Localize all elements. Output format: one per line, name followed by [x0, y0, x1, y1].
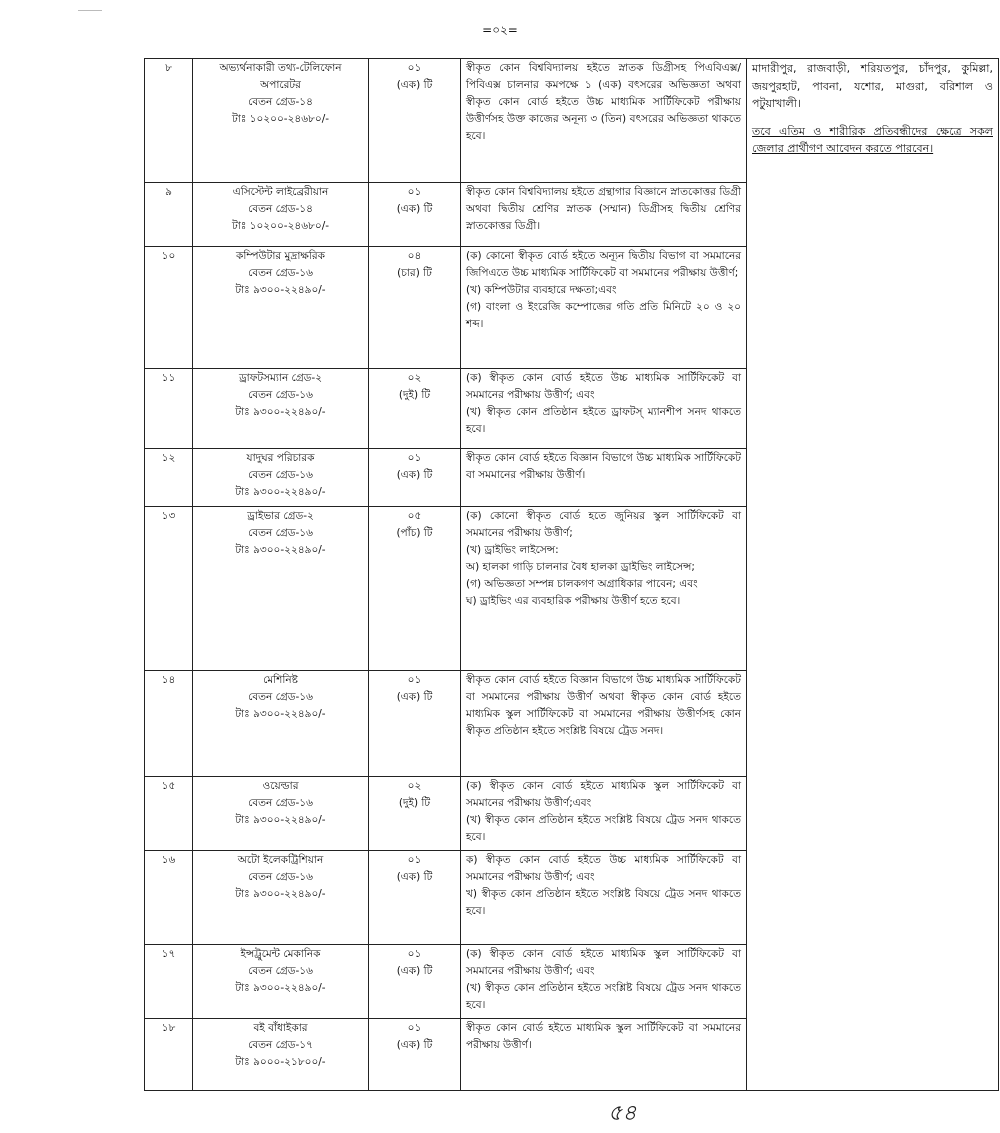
district-note: তবে এতিম ও শারীরিক প্রতিবন্ধীদের ক্ষেত্রে সকল জেলার প্রার্থীগণ আবেদন করতে পারবেন।	[752, 124, 993, 156]
serial-cell: ৯	[145, 183, 193, 247]
qualification-line: ঘ) ড্রাইভিং এর ব্যবহারিক পরীক্ষায় উত্তীর্ণ হতে হবে।	[466, 595, 681, 607]
count-cell	[369, 945, 461, 1019]
count-cell	[369, 59, 461, 183]
post-line: বেতন গ্রেড-১৬	[248, 691, 313, 703]
post-line: টাঃ ৯০০০-২১৮০০/-	[235, 1056, 326, 1068]
serial-cell: ১০	[145, 247, 193, 369]
count-line: (এক) টি	[396, 469, 433, 481]
post-line: যাদুঘর পরিচারক	[246, 452, 315, 464]
qualification-cell	[461, 369, 747, 449]
serial-cell: ১৩	[145, 507, 193, 671]
qualification-line: খ) স্বীকৃত কোন প্রতিষ্ঠান হইতে সংশ্লিষ্ট বিষয়ে ট্রেড সনদ থাকতে হবে।	[466, 888, 741, 917]
qualification-line: স্বীকৃত কোন বোর্ড হইতে বিজ্ঞান বিভাগে উচ্চ মাধ্যমিক সার্টিফিকেট বা সমমানের পরীক্ষায় উত্তীর্ণ।	[466, 452, 741, 481]
qualification-line: (খ) স্বীকৃত কোন প্রতিষ্ঠান হইতে সংশ্লিষ্ট বিষয়ে ট্রেড সনদ থাকতে হবে।	[466, 814, 741, 843]
qualification-cell	[461, 851, 747, 945]
qualification-cell	[461, 183, 747, 247]
count-line: ০১	[407, 1022, 422, 1034]
post-line: ড্রাইভার গ্রেড-২	[247, 510, 314, 522]
post-line: অভ্যর্থনাকারী তথ্য-টেলিফোন	[219, 62, 342, 74]
count-line: ০২	[407, 372, 422, 384]
qualification-line: স্বীকৃত কোন বোর্ড হইতে বিজ্ঞান বিভাগে উচ্চ মাধ্যমিক সার্টিফিকেট বা সমমানের পরীক্ষায় উত্তীর্ণ অথবা স্বীকৃত কোন বোর্ড হইতে মাধ্যমিক স্কুল সার্টিফিকেট বা সমমানের পরীক্ষায় উত্তীর্ণসহ কোন স্বীকৃত প্রতিষ্ঠান হইতে সংশ্লিষ্ট বিষয়ে ট্রেড সনদ।	[466, 674, 741, 737]
serial-cell: ১২	[145, 449, 193, 507]
post-line: ইন্সট্রুমেন্ট মেকানিক	[240, 948, 321, 960]
count-line: ০১	[407, 674, 422, 686]
count-line: (দুই) টি	[398, 797, 431, 809]
serial-cell: ১৪	[145, 671, 193, 777]
qualification-cell	[461, 945, 747, 1019]
count-line: ০১	[407, 186, 422, 198]
count-cell	[369, 777, 461, 851]
post-cell	[193, 183, 369, 247]
post-line: বেতন গ্রেড-১৬	[248, 267, 313, 279]
count-cell	[369, 851, 461, 945]
count-line: ০১	[407, 948, 422, 960]
qualification-line: স্বীকৃত কোন বিশ্ববিদ্যালয় হইতে স্নাতক ডিগ্রীসহ পিএবিএক্স/পিবিএক্স চালনার কমপক্ষে ১ (এক) বৎসরের অভিজ্ঞতা অথবা স্বীকৃত কোন বোর্ড হইতে উচ্চ মাধ্যমিক সার্টিফিকেট পরীক্ষায় উত্তীর্ণসহ উক্ত কাজের অনূন্য ৩ (তিন) বৎসরের অভিজ্ঞতা থাকতে হবে।	[466, 62, 741, 142]
post-line: এসিস্টেন্ট লাইব্রেরীয়ান	[232, 186, 329, 198]
qualification-line: (ক) কোনো স্বীকৃত বোর্ড হতে জুনিয়র স্কুল সার্টিফিকেট বা সমমানের পরীক্ষায় উত্তীর্ণ;	[466, 510, 741, 539]
post-cell	[193, 369, 369, 449]
serial-cell: ১৬	[145, 851, 193, 945]
serial-cell: ১৫	[145, 777, 193, 851]
post-line: বেতন গ্রেড-১৬	[248, 871, 313, 883]
post-line: অটো ইলেকট্রিশিয়ান	[237, 854, 324, 866]
post-cell	[193, 1019, 369, 1091]
qualification-line: (গ) বাংলা ও ইংরেজি কম্পোজের গতি প্রতি মিনিটে ২০ ও ২০ শব্দ।	[466, 301, 741, 330]
count-line: (এক) টি	[396, 871, 433, 883]
post-line: বেতন গ্রেড-১৬	[248, 527, 313, 539]
post-line: বই বাঁধাইকার	[253, 1022, 308, 1034]
count-cell	[369, 1019, 461, 1091]
qualification-cell	[461, 59, 747, 183]
post-line: টাঃ ৯৩০০-২২৪৯০/-	[235, 406, 326, 418]
post-line: বেতন গ্রেড-১৪	[248, 96, 313, 108]
post-line: টাঃ ৯৩০০-২২৪৯০/-	[235, 982, 326, 994]
qualification-line: স্বীকৃত কোন বিশ্ববিদ্যালয় হইতে গ্রন্থাগার বিজ্ঞানে স্নাতকোত্তর ডিগ্রী অথবা দ্বিতীয় শ্রেণির স্নাতক (সম্মান) ডিগ্রীসহ দ্বিতীয় শ্রেণির স্নাতকোত্তর ডিগ্রী।	[466, 186, 741, 232]
qualification-cell	[461, 507, 747, 671]
count-line: ০১	[407, 62, 422, 74]
post-line: বেতন গ্রেড-১৬	[248, 797, 313, 809]
qualification-line: অ) হালকা গাড়ি চালনার বৈধ হালকা ড্রাইভিং লাইসেন্স;	[466, 561, 695, 573]
qualification-line: (ক) স্বীকৃত কোন বোর্ড হইতে মাধ্যমিক স্কুল সার্টিফিকেট বা সমমানের পরীক্ষায় উত্তীর্ণ;এবং	[466, 780, 741, 809]
post-line: বেতন গ্রেড-১৬	[248, 965, 313, 977]
count-cell	[369, 247, 461, 369]
count-cell	[369, 369, 461, 449]
post-line: টাঃ ৯৩০০-২২৪৯০/-	[235, 888, 326, 900]
count-line: ০২	[407, 780, 422, 792]
qualification-line: (ক) স্বীকৃত কোন বোর্ড হইতে মাধ্যমিক স্কুল সার্টিফিকেট বা সমমানের পরীক্ষায় উত্তীর্ণ; এবং	[466, 948, 741, 977]
count-cell	[369, 507, 461, 671]
serial-cell: ৮	[145, 59, 193, 183]
table-row	[145, 59, 999, 183]
district-list: মাদারীপুর, রাজবাড়ী, শরিয়তপুর, চাঁদপুর, কুমিল্লা, জয়পুরহাট, পাবনা, যশোর, মাগুরা, বরিশাল ও পটুয়াখালী।	[752, 62, 993, 111]
post-cell	[193, 671, 369, 777]
serial-cell: ১৭	[145, 945, 193, 1019]
qualification-cell	[461, 777, 747, 851]
vacancy-rows	[145, 59, 999, 1091]
count-line: (এক) টি	[396, 965, 433, 977]
post-line: বেতন গ্রেড-১৭	[248, 1039, 313, 1051]
post-line: টাঃ ৯৩০০-২২৪৯০/-	[235, 284, 326, 296]
post-cell	[193, 247, 369, 369]
count-cell	[369, 183, 461, 247]
post-line: অপারেটর	[260, 79, 301, 91]
qualification-line: (ক) কোনো স্বীকৃত বোর্ড হইতে অন্যূন দ্বিতীয় বিভাগ বা সমমানের জিপিএতে উচ্চ মাধ্যমিক সার্টিফিকেট বা সমমানের পরীক্ষায় উত্তীর্ণ;	[466, 250, 741, 279]
district-cell	[747, 59, 999, 1091]
count-line: (এক) টি	[396, 1039, 433, 1051]
count-line: (এক) টি	[396, 203, 433, 215]
count-cell	[369, 671, 461, 777]
post-cell	[193, 449, 369, 507]
post-line: টাঃ ১০২০০-২৪৬৮০/-	[231, 113, 330, 125]
post-line: বেতন গ্রেড-১৬	[248, 389, 313, 401]
post-line: টাঃ ১০২০০-২৪৬৮০/-	[231, 220, 330, 232]
count-cell	[369, 449, 461, 507]
post-cell	[193, 945, 369, 1019]
count-line: ০১	[407, 452, 422, 464]
signature-mark: ৫৪	[608, 1101, 637, 1126]
post-line: মেশিনিষ্ট	[263, 674, 298, 686]
qualification-line: (ক) স্বীকৃত কোন বোর্ড হইতে উচ্চ মাধ্যমিক সার্টিফিকেট বা সমমানের পরীক্ষায় উত্তীর্ণ; এবং	[466, 372, 741, 401]
qualification-line: ক) স্বীকৃত কোন বোর্ড হইতে উচ্চ মাধ্যমিক সার্টিফিকেট বা সমমানের পরীক্ষায় উত্তীর্ণ; এবং	[466, 854, 741, 883]
qualification-cell	[461, 1019, 747, 1091]
count-line: (এক) টি	[396, 691, 433, 703]
post-cell	[193, 507, 369, 671]
serial-cell: ১১	[145, 369, 193, 449]
count-line: (পাঁচ) টি	[396, 527, 433, 539]
count-line: (দুই) টি	[398, 389, 431, 401]
post-line: বেতন গ্রেড-১৬	[248, 469, 313, 481]
vacancy-table	[144, 58, 999, 1091]
qualification-line: (গ) অভিজ্ঞতা সম্পন্ন চালকগণ অগ্রাধিকার পাবেন; এবং	[466, 578, 698, 590]
post-cell	[193, 59, 369, 183]
qualification-cell	[461, 449, 747, 507]
count-line: ০১	[407, 854, 422, 866]
count-line: (এক) টি	[396, 79, 433, 91]
qualification-line: (খ) ড্রাইভিং লাইসেন্স:	[466, 544, 559, 556]
qualification-line: (খ) স্বীকৃত কোন প্রতিষ্ঠান হইতে সংশ্লিষ্ট বিষয়ে ট্রেড সনদ থাকতে হবে।	[466, 982, 741, 1011]
qualification-line: স্বীকৃত কোন বোর্ড হইতে মাধ্যমিক স্কুল সার্টিফিকেট বা সমমানের পরীক্ষায় উত্তীর্ণ।	[466, 1022, 741, 1051]
count-line: ০৪	[407, 250, 422, 262]
qualification-line: (খ) কম্পিউটার ব্যবহারে দক্ষতা;এবং	[466, 284, 617, 296]
post-line: বেতন গ্রেড-১৪	[248, 203, 313, 215]
post-cell	[193, 777, 369, 851]
qualification-cell	[461, 247, 747, 369]
post-line: ড্রাফটসম্যান গ্রেড-২	[238, 372, 323, 384]
page-number: =০২=	[482, 23, 518, 37]
qualification-line: (খ) স্বীকৃত কোন প্রতিষ্ঠান হইতে ড্রাফটস্ ম্যানশীপ সনদ থাকতে হবে।	[466, 406, 741, 435]
post-line: ওয়েল্ডার	[262, 780, 299, 792]
post-line: টাঃ ৯৩০০-২২৪৯০/-	[235, 708, 326, 720]
serial-cell: ১৮	[145, 1019, 193, 1091]
count-line: (চার) টি	[397, 267, 432, 279]
post-line: কম্পিউটার মুদ্রাক্ষরিক	[235, 250, 326, 262]
qualification-cell	[461, 671, 747, 777]
post-line: টাঃ ৯৩০০-২২৪৯০/-	[235, 486, 326, 498]
post-line: টাঃ ৯৩০০-২২৪৯০/-	[235, 544, 326, 556]
post-cell	[193, 851, 369, 945]
scan-artifact	[78, 10, 102, 11]
count-line: ০৫	[407, 510, 422, 522]
post-line: টাঃ ৯৩০০-২২৪৯০/-	[235, 814, 326, 826]
